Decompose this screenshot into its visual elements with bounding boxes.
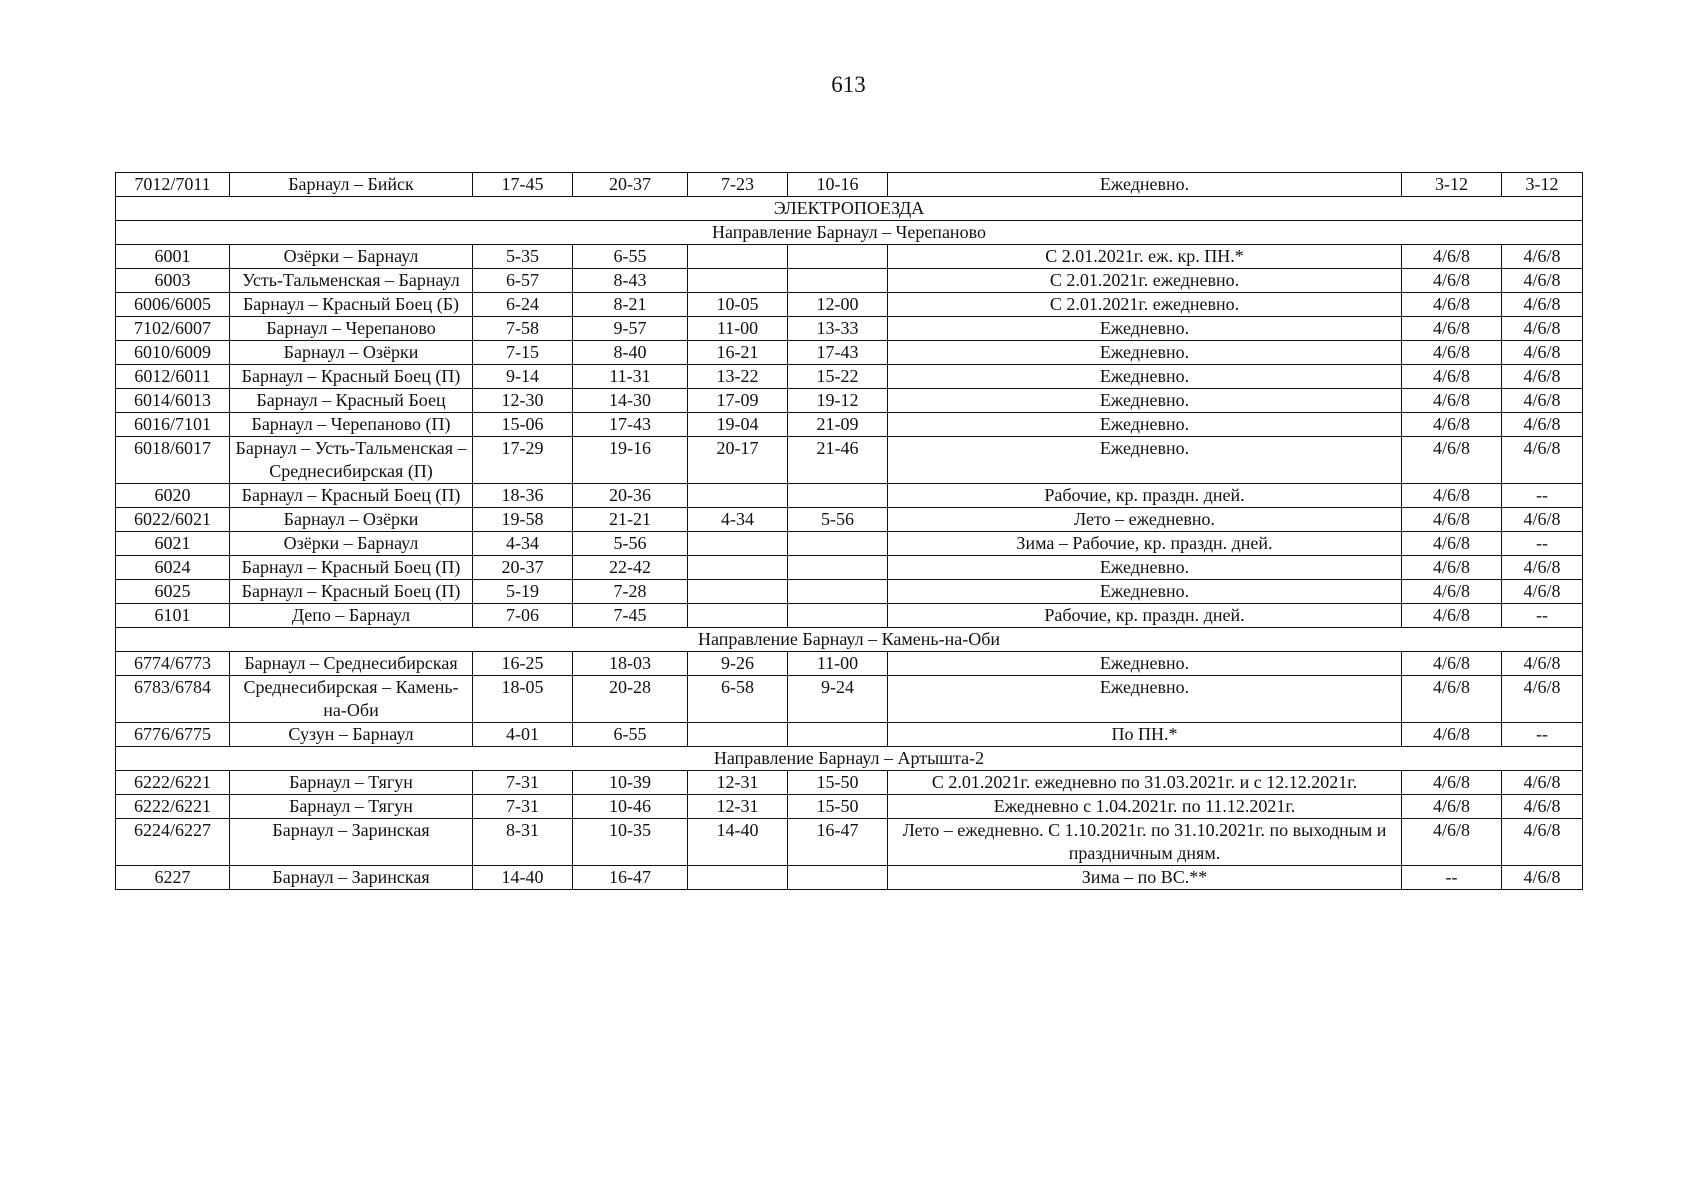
train-number: 6222/6221	[116, 771, 230, 795]
cars-count-return: --	[1502, 604, 1583, 628]
departure-time: 12-30	[473, 389, 573, 413]
table-row	[116, 771, 1583, 795]
cars-count: 4/6/8	[1402, 795, 1502, 819]
cars-count: 4/6/8	[1402, 389, 1502, 413]
train-number: 6010/6009	[116, 341, 230, 365]
cars-count-return: 4/6/8	[1502, 437, 1583, 484]
days-of-operation: Ежедневно с 1.04.2021г. по 11.12.2021г.	[888, 795, 1402, 819]
cars-count: 4/6/8	[1402, 723, 1502, 747]
cars-count: 4/6/8	[1402, 604, 1502, 628]
arrival-time: 5-56	[573, 532, 688, 556]
route: Барнаул – Озёрки	[230, 341, 473, 365]
train-number: 6006/6005	[116, 293, 230, 317]
return-departure-time: 14-40	[688, 819, 788, 866]
return-departure-time: 4-34	[688, 508, 788, 532]
return-departure-time: 16-21	[688, 341, 788, 365]
table-row	[116, 437, 1583, 484]
days-of-operation: Рабочие, кр. праздн. дней.	[888, 604, 1402, 628]
days-of-operation: С 2.01.2021г. ежедневно по 31.03.2021г. и с 12.12.2021г.	[888, 771, 1402, 795]
days-of-operation: Ежедневно.	[888, 365, 1402, 389]
route: Депо – Барнаул	[230, 604, 473, 628]
cars-count-return: --	[1502, 723, 1583, 747]
table-row	[116, 245, 1583, 269]
route: Барнаул – Красный Боец (П)	[230, 365, 473, 389]
return-arrival-time: 13-33	[788, 317, 888, 341]
table-row	[116, 532, 1583, 556]
return-departure-time: 20-17	[688, 437, 788, 484]
section-row	[116, 221, 1583, 245]
cars-count-return: 4/6/8	[1502, 795, 1583, 819]
cars-count: 4/6/8	[1402, 676, 1502, 723]
arrival-time: 17-43	[573, 413, 688, 437]
return-departure-time: 13-22	[688, 365, 788, 389]
days-of-operation: Ежедневно.	[888, 413, 1402, 437]
return-arrival-time: 5-56	[788, 508, 888, 532]
cars-count-return: 4/6/8	[1502, 819, 1583, 866]
days-of-operation: Ежедневно.	[888, 652, 1402, 676]
cars-count: 4/6/8	[1402, 771, 1502, 795]
return-arrival-time: 15-50	[788, 795, 888, 819]
cars-count-return: 4/6/8	[1502, 365, 1583, 389]
route: Усть-Тальменская – Барнаул	[230, 269, 473, 293]
route: Барнаул – Бийск	[230, 173, 473, 197]
table-row	[116, 866, 1583, 890]
cars-count: 4/6/8	[1402, 413, 1502, 437]
days-of-operation: Ежедневно.	[888, 173, 1402, 197]
return-departure-time: 6-58	[688, 676, 788, 723]
return-arrival-time	[788, 866, 888, 890]
return-departure-time	[688, 556, 788, 580]
return-departure-time	[688, 484, 788, 508]
departure-time: 14-40	[473, 866, 573, 890]
departure-time: 15-06	[473, 413, 573, 437]
cars-count: 4/6/8	[1402, 317, 1502, 341]
route: Барнаул – Среднесибирская	[230, 652, 473, 676]
schedule-body	[116, 173, 1583, 890]
return-arrival-time	[788, 604, 888, 628]
days-of-operation: С 2.01.2021г. еж. кр. ПН.*	[888, 245, 1402, 269]
departure-time: 18-05	[473, 676, 573, 723]
departure-time: 5-19	[473, 580, 573, 604]
arrival-time: 7-28	[573, 580, 688, 604]
route: Озёрки – Барнаул	[230, 245, 473, 269]
departure-time: 8-31	[473, 819, 573, 866]
cars-count-return: 4/6/8	[1502, 269, 1583, 293]
days-of-operation: С 2.01.2021г. ежедневно.	[888, 269, 1402, 293]
return-departure-time	[688, 532, 788, 556]
return-departure-time: 19-04	[688, 413, 788, 437]
departure-time: 7-31	[473, 795, 573, 819]
arrival-time: 19-16	[573, 437, 688, 484]
route: Барнаул – Заринская	[230, 819, 473, 866]
train-number: 6021	[116, 532, 230, 556]
table-row	[116, 317, 1583, 341]
route: Барнаул – Тягун	[230, 771, 473, 795]
cars-count-return: 4/6/8	[1502, 508, 1583, 532]
cars-count: 4/6/8	[1402, 437, 1502, 484]
return-arrival-time	[788, 484, 888, 508]
return-arrival-time: 19-12	[788, 389, 888, 413]
cars-count: --	[1402, 866, 1502, 890]
departure-time: 9-14	[473, 365, 573, 389]
return-arrival-time	[788, 532, 888, 556]
days-of-operation: Ежедневно.	[888, 317, 1402, 341]
days-of-operation: По ПН.*	[888, 723, 1402, 747]
cars-count-return: 4/6/8	[1502, 556, 1583, 580]
train-number: 6025	[116, 580, 230, 604]
departure-time: 17-45	[473, 173, 573, 197]
departure-time: 5-35	[473, 245, 573, 269]
arrival-time: 8-21	[573, 293, 688, 317]
arrival-time: 18-03	[573, 652, 688, 676]
table-row	[116, 484, 1583, 508]
arrival-time: 10-46	[573, 795, 688, 819]
departure-time: 7-15	[473, 341, 573, 365]
train-number: 6224/6227	[116, 819, 230, 866]
arrival-time: 20-36	[573, 484, 688, 508]
section-title: Направление Барнаул – Камень-на-Оби	[116, 628, 1583, 652]
days-of-operation: Ежедневно.	[888, 676, 1402, 723]
train-number: 6222/6221	[116, 795, 230, 819]
arrival-time: 6-55	[573, 245, 688, 269]
table-row	[116, 580, 1583, 604]
cars-count: 4/6/8	[1402, 819, 1502, 866]
cars-count: 4/6/8	[1402, 532, 1502, 556]
section-title: Направление Барнаул – Артышта-2	[116, 747, 1583, 771]
table-row	[116, 413, 1583, 437]
table-row	[116, 652, 1583, 676]
cars-count-return: 4/6/8	[1502, 866, 1583, 890]
arrival-time: 11-31	[573, 365, 688, 389]
cars-count: 4/6/8	[1402, 293, 1502, 317]
table-row	[116, 676, 1583, 723]
train-number: 6014/6013	[116, 389, 230, 413]
page-number: 613	[831, 72, 866, 97]
train-number: 6022/6021	[116, 508, 230, 532]
departure-time: 7-06	[473, 604, 573, 628]
return-arrival-time	[788, 245, 888, 269]
route: Барнаул – Усть-Тальменская – Среднесибирская (П)	[230, 437, 473, 484]
departure-time: 6-24	[473, 293, 573, 317]
train-number: 6012/6011	[116, 365, 230, 389]
days-of-operation: Ежедневно.	[888, 580, 1402, 604]
cars-count: 4/6/8	[1402, 484, 1502, 508]
cars-count: 3-12	[1402, 173, 1502, 197]
cars-count-return: 4/6/8	[1502, 245, 1583, 269]
section-title: Направление Барнаул – Черепаново	[116, 221, 1583, 245]
arrival-time: 6-55	[573, 723, 688, 747]
return-arrival-time: 16-47	[788, 819, 888, 866]
return-arrival-time	[788, 269, 888, 293]
days-of-operation: Ежедневно.	[888, 437, 1402, 484]
section-row	[116, 628, 1583, 652]
cars-count-return: --	[1502, 532, 1583, 556]
cars-count: 4/6/8	[1402, 245, 1502, 269]
table-row	[116, 819, 1583, 866]
train-number: 7102/6007	[116, 317, 230, 341]
departure-time: 6-57	[473, 269, 573, 293]
return-arrival-time: 21-46	[788, 437, 888, 484]
cars-count-return: 4/6/8	[1502, 652, 1583, 676]
return-arrival-time	[788, 580, 888, 604]
cars-count: 4/6/8	[1402, 652, 1502, 676]
cars-count: 4/6/8	[1402, 365, 1502, 389]
train-number: 6024	[116, 556, 230, 580]
return-arrival-time: 21-09	[788, 413, 888, 437]
return-arrival-time: 10-16	[788, 173, 888, 197]
cars-count-return: 4/6/8	[1502, 676, 1583, 723]
days-of-operation: Ежедневно.	[888, 389, 1402, 413]
return-arrival-time: 11-00	[788, 652, 888, 676]
arrival-time: 22-42	[573, 556, 688, 580]
cars-count: 4/6/8	[1402, 269, 1502, 293]
table-row	[116, 365, 1583, 389]
days-of-operation: Лето – ежедневно.	[888, 508, 1402, 532]
category-header: ЭЛЕКТРОПОЕЗДА	[116, 197, 1583, 221]
return-arrival-time	[788, 556, 888, 580]
return-arrival-time: 15-22	[788, 365, 888, 389]
train-number: 6001	[116, 245, 230, 269]
departure-time: 7-58	[473, 317, 573, 341]
route: Барнаул – Красный Боец (П)	[230, 484, 473, 508]
cars-count-return: --	[1502, 484, 1583, 508]
return-departure-time	[688, 245, 788, 269]
return-arrival-time: 17-43	[788, 341, 888, 365]
days-of-operation: С 2.01.2021г. ежедневно.	[888, 293, 1402, 317]
arrival-time: 21-21	[573, 508, 688, 532]
arrival-time: 7-45	[573, 604, 688, 628]
days-of-operation: Зима – по ВС.**	[888, 866, 1402, 890]
train-number: 6783/6784	[116, 676, 230, 723]
cars-count-return: 4/6/8	[1502, 771, 1583, 795]
departure-time: 4-01	[473, 723, 573, 747]
table-row	[116, 556, 1583, 580]
return-departure-time: 11-00	[688, 317, 788, 341]
train-number: 6016/7101	[116, 413, 230, 437]
arrival-time: 10-35	[573, 819, 688, 866]
section-row	[116, 747, 1583, 771]
route: Барнаул – Красный Боец (П)	[230, 556, 473, 580]
route: Барнаул – Тягун	[230, 795, 473, 819]
cars-count-return: 3-12	[1502, 173, 1583, 197]
departure-time: 19-58	[473, 508, 573, 532]
route: Барнаул – Заринская	[230, 866, 473, 890]
table-row	[116, 269, 1583, 293]
arrival-time: 20-37	[573, 173, 688, 197]
arrival-time: 20-28	[573, 676, 688, 723]
days-of-operation: Ежедневно.	[888, 341, 1402, 365]
arrival-time: 16-47	[573, 866, 688, 890]
route: Сузун – Барнаул	[230, 723, 473, 747]
return-arrival-time: 15-50	[788, 771, 888, 795]
arrival-time: 9-57	[573, 317, 688, 341]
table-row	[116, 389, 1583, 413]
route: Барнаул – Красный Боец (П)	[230, 580, 473, 604]
return-departure-time: 7-23	[688, 173, 788, 197]
cars-count-return: 4/6/8	[1502, 341, 1583, 365]
departure-time: 7-31	[473, 771, 573, 795]
cars-count-return: 4/6/8	[1502, 389, 1583, 413]
arrival-time: 14-30	[573, 389, 688, 413]
days-of-operation: Рабочие, кр. праздн. дней.	[888, 484, 1402, 508]
days-of-operation: Ежедневно.	[888, 556, 1402, 580]
train-number: 6101	[116, 604, 230, 628]
arrival-time: 8-40	[573, 341, 688, 365]
table-row	[116, 723, 1583, 747]
return-departure-time	[688, 604, 788, 628]
train-number: 6020	[116, 484, 230, 508]
departure-time: 20-37	[473, 556, 573, 580]
train-number: 6003	[116, 269, 230, 293]
route: Барнаул – Красный Боец	[230, 389, 473, 413]
return-departure-time: 12-31	[688, 771, 788, 795]
route: Барнаул – Черепаново	[230, 317, 473, 341]
departure-time: 18-36	[473, 484, 573, 508]
return-arrival-time	[788, 723, 888, 747]
return-departure-time: 9-26	[688, 652, 788, 676]
table-row	[116, 508, 1583, 532]
return-departure-time	[688, 866, 788, 890]
cars-count-return: 4/6/8	[1502, 317, 1583, 341]
route: Барнаул – Красный Боец (Б)	[230, 293, 473, 317]
train-number: 6018/6017	[116, 437, 230, 484]
route: Барнаул – Черепаново (П)	[230, 413, 473, 437]
train-number: 7012/7011	[116, 173, 230, 197]
cars-count: 4/6/8	[1402, 341, 1502, 365]
return-departure-time	[688, 269, 788, 293]
table-row	[116, 795, 1583, 819]
arrival-time: 10-39	[573, 771, 688, 795]
return-arrival-time: 12-00	[788, 293, 888, 317]
days-of-operation: Зима – Рабочие, кр. праздн. дней.	[888, 532, 1402, 556]
departure-time: 16-25	[473, 652, 573, 676]
table-row	[116, 173, 1583, 197]
route: Среднесибирская – Камень-на-Оби	[230, 676, 473, 723]
departure-time: 17-29	[473, 437, 573, 484]
train-number: 6776/6775	[116, 723, 230, 747]
cars-count-return: 4/6/8	[1502, 413, 1583, 437]
route: Барнаул – Озёрки	[230, 508, 473, 532]
route: Озёрки – Барнаул	[230, 532, 473, 556]
return-departure-time	[688, 723, 788, 747]
table-row	[116, 293, 1583, 317]
return-departure-time: 17-09	[688, 389, 788, 413]
days-of-operation: Лето – ежедневно. С 1.10.2021г. по 31.10.2021г. по выходным и праздничным дням.	[888, 819, 1402, 866]
train-number: 6774/6773	[116, 652, 230, 676]
cars-count-return: 4/6/8	[1502, 293, 1583, 317]
return-departure-time: 10-05	[688, 293, 788, 317]
train-number: 6227	[116, 866, 230, 890]
table-row	[116, 341, 1583, 365]
return-arrival-time: 9-24	[788, 676, 888, 723]
schedule-table	[115, 172, 1583, 890]
return-departure-time: 12-31	[688, 795, 788, 819]
cars-count: 4/6/8	[1402, 580, 1502, 604]
table-row	[116, 604, 1583, 628]
cars-count: 4/6/8	[1402, 556, 1502, 580]
arrival-time: 8-43	[573, 269, 688, 293]
departure-time: 4-34	[473, 532, 573, 556]
category-row	[116, 197, 1583, 221]
cars-count-return: 4/6/8	[1502, 580, 1583, 604]
return-departure-time	[688, 580, 788, 604]
cars-count: 4/6/8	[1402, 508, 1502, 532]
